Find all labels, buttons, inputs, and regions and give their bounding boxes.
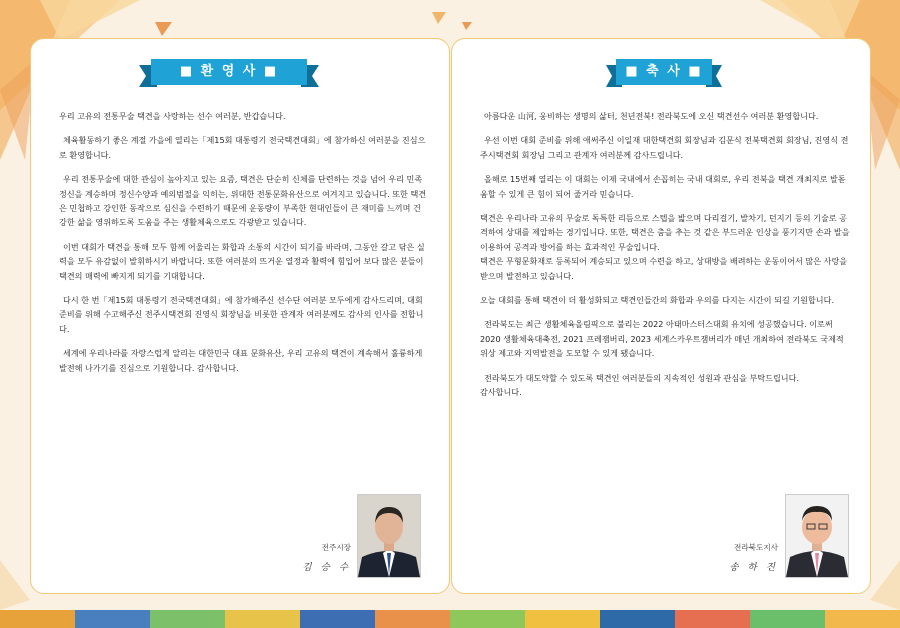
congrats-paragraph: 전라북도가 대도약할 수 있도록 택견인 여러분들의 지속적인 성원과 관심을 부탁드립니다. 감사합니다.: [480, 372, 800, 398]
governor-portrait: [785, 494, 849, 578]
signer-title: 전라북도지사: [733, 543, 778, 552]
welcome-paragraph: 세계에 우리나라를 자랑스럽게 알리는 대한민국 대표 문화유산, 우리 고유의 택견이 계속해서 훌륭하게 발전해 나가기를 진심으로 기원합니다. 감사합니다.: [59, 348, 423, 373]
portrait-image: [786, 495, 848, 577]
congrats-paragraph: 아름다운 山河, 웅비하는 생명의 삶터, 천년전북! 전라북도에 오신 택견선수 여러분 환영합니다.: [484, 111, 819, 121]
color-stripe: [750, 610, 825, 628]
color-stripe: [375, 610, 450, 628]
welcome-signature: [283, 542, 351, 573]
welcome-title-ribbon: [139, 59, 319, 87]
mayor-portrait: [357, 494, 421, 578]
signer-title: 전주시장: [321, 543, 351, 552]
welcome-title: ■ 환 영 사 ■: [179, 64, 279, 79]
congratulatory-page: [451, 38, 871, 594]
color-stripe: [600, 610, 675, 628]
welcome-paragraph: 우리 고유의 전통무술 택견을 사랑하는 선수 여러분, 반갑습니다.: [59, 111, 286, 121]
congrats-title: ■ 축 사 ■: [625, 64, 703, 79]
welcome-paragraph: 이번 대회가 택견을 통해 모두 함께 어울리는 화합과 소통의 시간이 되기를 바라며, 그동안 갈고 닦은 실력을 모두 유감없이 발휘하시기 바랍니다. 또한 여러분의 뜨거운 열정과 활력에 힘입어 보다 많은 분들이 택견의 매력에 빠지게 되기를 기대합니다.: [59, 241, 425, 281]
color-stripe: [150, 610, 225, 628]
color-stripe: [225, 610, 300, 628]
welcome-paragraph: 체육활동하기 좋은 계절 가을에 열리는「제15회 대통령기 전국택견대회」에 참가하신 여러분을 진심으로 환영합니다.: [59, 135, 426, 160]
congrats-body: [480, 109, 850, 410]
color-stripe: [675, 610, 750, 628]
congrats-paragraph: 오늘 대회를 통해 택견이 더 활성화되고 택견인들간의 화합과 우의를 다지는 시간이 되길 기원합니다.: [480, 295, 835, 306]
welcome-body: [59, 109, 427, 385]
congrats-paragraph: 올해로 15번째 열리는 이 대회는 이제 국내에서 손꼽히는 국내 대회로, 우리 전북을 택견 개최지로 발돋움할 수 있게 큰 힘이 되어 줄거라 믿습니다.: [480, 174, 846, 199]
signer-name: 송 하 진: [729, 562, 778, 573]
color-stripe: [825, 610, 900, 628]
congrats-title-ribbon: [606, 59, 722, 87]
signer-name: 김 승 수: [302, 562, 351, 573]
color-stripe: [75, 610, 150, 628]
color-stripe: [300, 610, 375, 628]
color-stripe: [450, 610, 525, 628]
welcome-paragraph: 다시 한 번「제15회 대통령기 전국택견대회」에 참가해주신 선수단 여러분 모두에게 감사드리며, 대회 준비를 위해 수고해주신 전주시택견회 진영식 회장님을 비롯한 관계자 여러분께도 감사의 인사를 전합니다.: [59, 295, 424, 334]
bottom-color-bar: [0, 610, 900, 628]
color-stripe: [525, 610, 600, 628]
congrats-paragraph: 우선 이번 대회 준비를 위해 애써주신 이일재 대한택견회 회장님과 김문식 전북택견회 회장님, 진영식 전주시택견회 회장님 그리고 관계자 여러분께 감사드립니다.: [480, 135, 849, 160]
welcome-paragraph: 우리 전통무술에 대한 관심이 높아지고 있는 요즘, 택견은 단순히 신체를 단련하는 것을 넘어 우리 민족정신을 계승하며 정신수양과 예의범절을 익히는, 위대한 전통문화유산으로 여겨지고 있습니다. 또한 택견은 민첩하고 강인한 동작으로 심신을 수련하기 때문에 운동량이 부족한 현대인들이 큰 재미를 느끼며 건강한 삶을 영위하도록 도움을 주는 생활체육으로도 각광받고 있습니다.: [59, 174, 427, 228]
welcome-page: [30, 38, 450, 594]
portrait-image: [358, 495, 420, 577]
congrats-paragraph: 전라북도는 최근 생활체육올림픽으로 불리는 2022 아태마스터스대회 유치에 성공했습니다. 이로써 2020 생활체육대축전, 2021 프레잼버리, 2023 세계스카우트잼버리가 매년 개최하여 전라북도 국제적 위상 제고와 지역발전을 도모할 수 있게 됐습니다.: [480, 319, 844, 359]
congrats-signature: [714, 542, 778, 573]
congrats-paragraph: 택견은 우리나라 고유의 무술로 독특한 리듬으로 스텝을 밟으며 다리걸기, 발차기, 던지기 등의 기술로 공격하여 상대를 제압하는 경기입니다. 또한, 택견은 춤을 추는 것 같은 부드러운 인상을 풍기지만 손과 발을 이용하여 공격과 방어를 하는 효과적인 무술입니다. 택견은 무형문화재로 등록되어 계승되고 있으며 수련을 하고, 상대방을 배려하는 운동이어서 많은 사랑을 받으며 발전하고 있습니다.: [480, 213, 850, 281]
color-stripe: [0, 610, 75, 628]
